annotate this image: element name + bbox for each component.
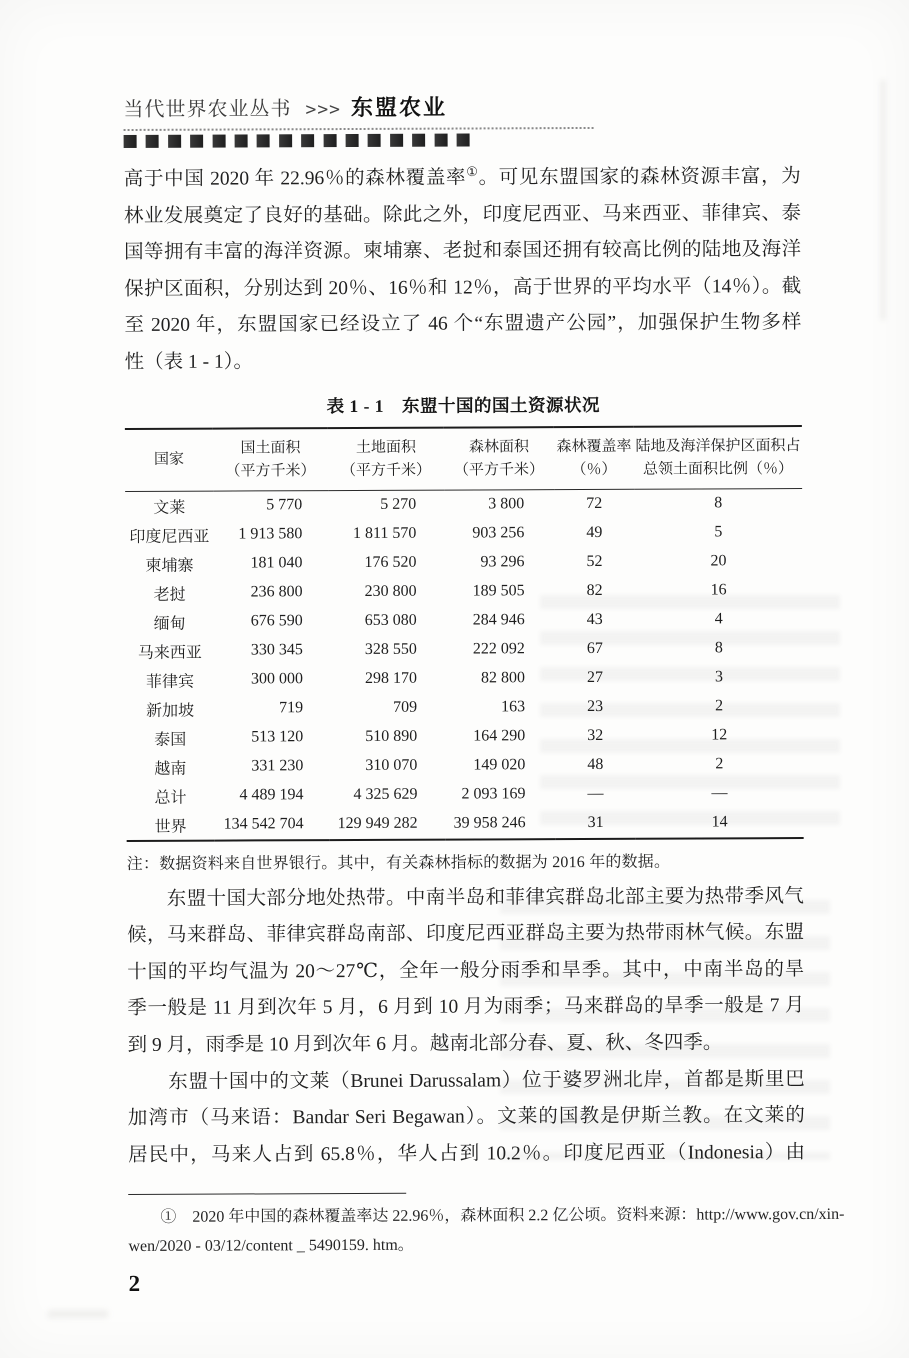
- text-run: 性（表 1 - 1）。: [124, 351, 254, 373]
- cell-land-area: 310 070: [365, 756, 418, 775]
- chevrons-decoration: >>>: [305, 99, 342, 121]
- cell-territory-area: 513 120: [251, 728, 304, 746]
- cell-country: 菲律宾: [145, 673, 195, 691]
- page-number: 2: [128, 1271, 141, 1297]
- table-row: [125, 518, 802, 550]
- paragraph-climate: [127, 879, 805, 1065]
- cell-forest-coverage: 72: [586, 494, 603, 513]
- cell-forest-coverage: 49: [586, 523, 603, 542]
- footnote-separator: [128, 1193, 406, 1195]
- text-run: 候，马来群岛、菲律宾群岛南部、印度尼西亚群岛主要为热带雨林气候。东盟: [127, 922, 805, 947]
- cell-territory-area: 300 000: [250, 670, 304, 688]
- table-row: [126, 779, 803, 811]
- column-header-line1: 国家: [153, 451, 185, 468]
- cell-forest-area: 149 020: [473, 756, 526, 774]
- cell-protected-area-ratio: 2: [715, 697, 724, 715]
- cell-forest-area: 39 958 246: [453, 814, 526, 832]
- footnote-line: wen/2020 - 03/12/content _ 5490159. htm。: [128, 1237, 414, 1256]
- cell-country: 越南: [154, 760, 187, 778]
- text-line: [124, 196, 801, 236]
- cell-protected-area-ratio: 20: [710, 552, 727, 570]
- running-head-titles: [123, 89, 800, 123]
- text-line: [124, 305, 801, 345]
- scan-edge-shadow: [881, 80, 885, 320]
- cell-territory-area: 236 800: [250, 583, 303, 601]
- table-row: [127, 808, 804, 841]
- cell-country: 总计: [154, 789, 187, 807]
- column-header-line2: 总领土面积比例（％）: [643, 460, 794, 478]
- column-header: [125, 428, 213, 491]
- cell-protected-area-ratio: 16: [710, 581, 727, 599]
- cell-country: 印度尼西亚: [129, 528, 210, 546]
- paragraph-brunei: [128, 1062, 805, 1175]
- cell-territory-area: 4 489 194: [239, 786, 304, 804]
- text-run: 。可见东盟国家的森林资源丰富，为: [478, 166, 801, 189]
- text-line: [127, 952, 804, 992]
- column-header-line2: （平方千米）: [454, 461, 545, 479]
- cell-forest-area: 284 946: [472, 611, 525, 629]
- text-run: 东盟十国中的文莱（Brunei Darussalam）位于婆罗洲北岸，首都是斯里巴: [127, 1068, 805, 1093]
- table-row: [125, 547, 802, 579]
- cell-country: 缅甸: [153, 615, 186, 633]
- text-run: 林业发展奠定了良好的基础。除此之外，印度尼西亚、马来西亚、菲律宾、泰: [123, 202, 801, 227]
- text-run: 到 9 月，雨季是 10 月到次年 6 月。越南北部分春、夏、秋、冬四季。: [127, 1032, 723, 1056]
- cell-forest-area: 189 505: [472, 582, 525, 600]
- cell-country: 世界: [154, 818, 187, 836]
- cell-country: 柬埔寨: [145, 557, 194, 575]
- cell-land-area: 298 170: [364, 669, 417, 688]
- cell-territory-area: 719: [279, 699, 304, 717]
- cell-forest-coverage: 67: [586, 639, 603, 658]
- cell-territory-area: 1 913 580: [238, 525, 303, 543]
- table-body: [125, 488, 804, 840]
- cell-forest-coverage: —: [587, 784, 604, 803]
- cell-territory-area: 330 345: [250, 641, 303, 659]
- cell-territory-area: 5 770: [266, 496, 303, 514]
- column-header-line1: 森林覆盖率: [556, 438, 632, 455]
- column-header: [328, 427, 444, 490]
- text-line: [124, 159, 801, 199]
- table-row: [126, 721, 803, 753]
- column-header-line1: 森林面积: [468, 438, 529, 456]
- cell-land-area: 4 325 629: [353, 785, 418, 804]
- column-header-line1: 土地面积: [355, 439, 416, 456]
- column-header: [634, 426, 802, 489]
- cell-forest-area: 2 093 169: [461, 785, 526, 803]
- table-row: [126, 576, 803, 608]
- series-title: 当代世界农业丛书: [123, 98, 292, 121]
- cell-land-area: 1 811 570: [352, 524, 417, 543]
- table-row: [126, 663, 803, 695]
- cell-forest-coverage: 82: [586, 581, 603, 600]
- running-head: [123, 0, 801, 148]
- column-header-line2: （平方千米）: [225, 462, 316, 480]
- column-header: [444, 427, 554, 490]
- book-title: 东盟农业: [350, 94, 448, 121]
- table-row: [126, 692, 803, 724]
- cell-territory-area: 134 542 704: [223, 815, 304, 833]
- cell-forest-coverage: 32: [587, 726, 604, 745]
- dotted-rule: [124, 127, 594, 131]
- text-line: [127, 988, 804, 1028]
- footnote-line: ① 2020 年中国的森林覆盖率达 22.96％，森林面积 2.2 亿公顷。资料来源：http://www.gov.cn/xin-: [128, 1206, 845, 1227]
- text-run: 高于中国 2020 年 22.96％的森林覆盖率: [123, 167, 467, 190]
- cell-forest-coverage: 31: [587, 813, 604, 832]
- text-line: [125, 342, 802, 382]
- cell-territory-area: 181 040: [250, 554, 303, 572]
- squares-rule: [124, 133, 478, 148]
- cell-forest-area: 903 256: [472, 524, 525, 542]
- text-run: 加湾市（马来语：Bandar Seri Begawan）。文莱的国教是伊斯兰教。在文莱的: [127, 1105, 805, 1130]
- table-row: [126, 634, 803, 666]
- text-line: [124, 232, 801, 272]
- cell-protected-area-ratio: 3: [714, 668, 723, 686]
- cell-forest-coverage: 23: [587, 697, 604, 716]
- cell-protected-area-ratio: 12: [711, 726, 728, 744]
- cell-land-area: 230 800: [364, 582, 417, 601]
- text-line: [128, 1135, 805, 1175]
- text-run: 国等拥有丰富的海洋资源。柬埔寨、老挝和泰国还拥有较高比例的陆地及海洋: [124, 239, 802, 264]
- text-line: [127, 1025, 804, 1065]
- table-header-row: [125, 426, 802, 491]
- cell-country: 泰国: [154, 731, 187, 749]
- cell-protected-area-ratio: 8: [714, 494, 723, 512]
- cell-forest-area: 164 290: [473, 727, 526, 745]
- cell-forest-area: 82 800: [480, 669, 525, 687]
- cell-country: 新加坡: [146, 702, 195, 720]
- cell-protected-area-ratio: 8: [714, 639, 723, 657]
- cell-land-area: 709: [393, 698, 418, 716]
- cell-protected-area-ratio: 4: [714, 610, 723, 628]
- cell-forest-coverage: 48: [587, 755, 604, 774]
- scan-edge-shadow: [48, 1310, 108, 1318]
- cell-forest-area: 93 296: [480, 553, 525, 571]
- table-caption-label: 表 1 - 1: [326, 395, 385, 416]
- text-run: 季一般是 11 月到次年 5 月，6 月到 10 月为雨季；马来群岛的旱季一般是 7 月: [127, 995, 805, 1020]
- cell-forest-coverage: 43: [586, 610, 603, 629]
- column-header-line2: （％）: [571, 461, 617, 478]
- table-caption: [125, 391, 802, 419]
- table-row: [125, 488, 802, 520]
- text-line: [128, 1062, 805, 1102]
- column-header: [554, 426, 634, 489]
- cell-land-area: 328 550: [364, 640, 417, 659]
- page-content: [123, 0, 845, 1297]
- cell-territory-area: 331 230: [251, 757, 304, 775]
- text-line: [127, 915, 804, 955]
- paragraph-forest-resources: [124, 159, 802, 382]
- text-line: [128, 1098, 805, 1138]
- text-run: 十国的平均气温为 20～27℃，全年一般分雨季和旱季。其中，中南半岛的旱: [127, 958, 805, 983]
- text-run: 至 2020 年，东盟国家已经设立了 46 个“东盟遗产公园”，加强保护生物多样: [124, 312, 802, 337]
- cell-forest-area: 3 800: [488, 495, 525, 513]
- text-run: 东盟十国大部分地处热带。中南半岛和菲律宾群岛北部主要为热带季风气: [126, 885, 804, 910]
- cell-protected-area-ratio: 2: [715, 755, 724, 773]
- cell-land-area: 653 080: [364, 611, 417, 630]
- table-row: [126, 605, 803, 637]
- table-caption-text: 东盟十国的国土资源状况: [401, 394, 601, 416]
- cell-land-area: 176 520: [364, 553, 417, 572]
- cell-forest-area: 163: [501, 698, 526, 716]
- column-header: [213, 428, 328, 491]
- cell-protected-area-ratio: 5: [714, 523, 723, 541]
- column-header-line1: 陆地及海洋保护区面积占: [635, 437, 801, 455]
- cell-forest-area: 222 092: [472, 640, 525, 658]
- text-run: 居民中，马来人占到 65.8％，华人占到 10.2％。印度尼西亚（Indonesia）由: [127, 1141, 806, 1166]
- cell-protected-area-ratio: —: [711, 784, 728, 802]
- table-row: [126, 750, 803, 782]
- cell-country: 老挝: [153, 586, 186, 604]
- column-header-line1: 国土面积: [240, 439, 301, 457]
- cell-forest-coverage: 27: [586, 668, 603, 687]
- cell-protected-area-ratio: 14: [711, 813, 728, 831]
- text-line: [124, 269, 801, 309]
- text-line: [127, 879, 804, 919]
- footnote: [128, 1200, 845, 1261]
- text-run: 保护区面积，分别达到 20％、16％和 12％，高于世界的平均水平（14％）。截: [124, 275, 802, 300]
- cell-territory-area: 676 590: [250, 612, 303, 630]
- column-header-line2: （平方千米）: [341, 462, 432, 479]
- cell-country: 马来西亚: [137, 644, 202, 662]
- cell-land-area: 129 949 282: [337, 814, 418, 833]
- cell-country: 文莱: [153, 499, 186, 517]
- land-resources-table: [125, 425, 804, 842]
- cell-land-area: 510 890: [365, 727, 418, 746]
- cell-forest-coverage: 52: [586, 552, 603, 571]
- table-note: 注：数据资料来自世界银行。其中，有关森林指标的数据为 2016 年的数据。: [126, 853, 671, 873]
- cell-land-area: 5 270: [380, 495, 417, 513]
- footnote-reference-mark: ①: [466, 163, 479, 180]
